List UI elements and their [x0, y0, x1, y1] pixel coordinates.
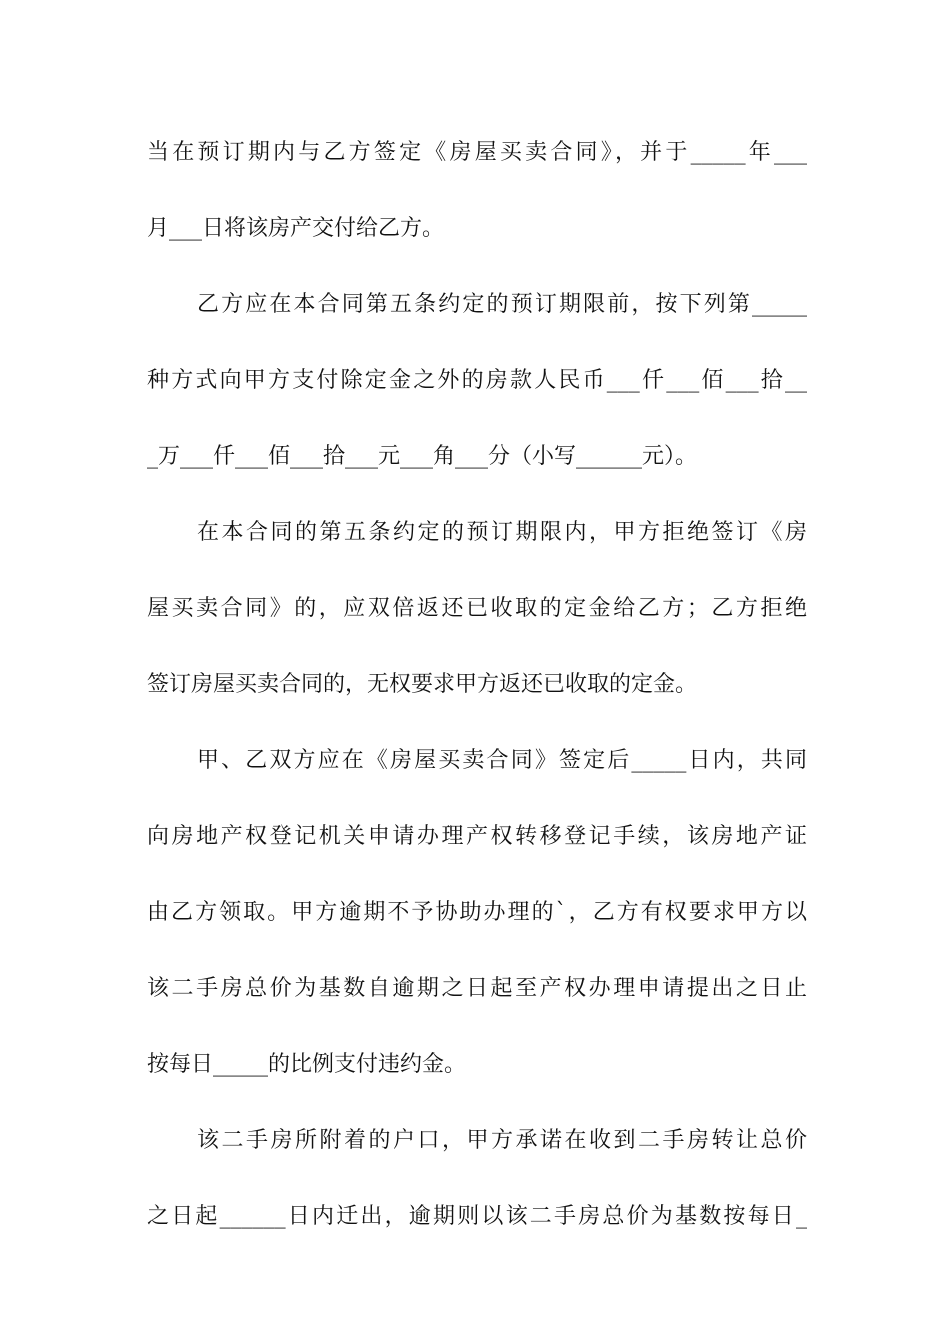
- text-line: 月___日将该房产交付给乙方。: [147, 216, 445, 241]
- document-body: [147, 126, 807, 1266]
- text-line: 当在预订期内与乙方签定《房屋买卖合同》，并于_____年___: [147, 140, 807, 165]
- paragraph-first-line: 乙方应在本合同第五条约定的预订期限前，按下列第_____: [197, 292, 807, 317]
- paragraph-first-line: 在本合同的第五条约定的预订期限内，甲方拒绝签订《房: [197, 520, 807, 545]
- paragraph-first-line: 甲、乙双方应在《房屋买卖合同》签定后_____日内，共同: [197, 748, 807, 773]
- text-line: 按每日_____的比例支付违约金。: [147, 1052, 467, 1077]
- text-line: 向房地产权登记机关申请办理产权转移登记手续，该房地产证: [147, 824, 807, 849]
- text-line: 签订房屋买卖合同的，无权要求甲方返还已收取的定金。: [147, 672, 698, 697]
- text-line: 屋买卖合同》的，应双倍返还已收取的定金给乙方；乙方拒绝: [147, 596, 807, 621]
- paragraph-first-line: 该二手房所附着的户口，甲方承诺在收到二手房转让总价: [197, 1128, 807, 1153]
- text-line: 该二手房总价为基数自逾期之日起至产权办理申请提出之日止: [147, 976, 807, 1001]
- text-line: 种方式向甲方支付除定金之外的房款人民币___仟___佰___拾__: [147, 368, 807, 393]
- text-line: _万___仟___佰___拾___元___角___分（小写______元）。: [147, 444, 698, 469]
- text-line: 之日起______日内迁出，逾期则以该二手房总价为基数按每日_: [147, 1204, 807, 1229]
- text-line: 由乙方领取。甲方逾期不予协助办理的`，乙方有权要求甲方以: [147, 900, 807, 925]
